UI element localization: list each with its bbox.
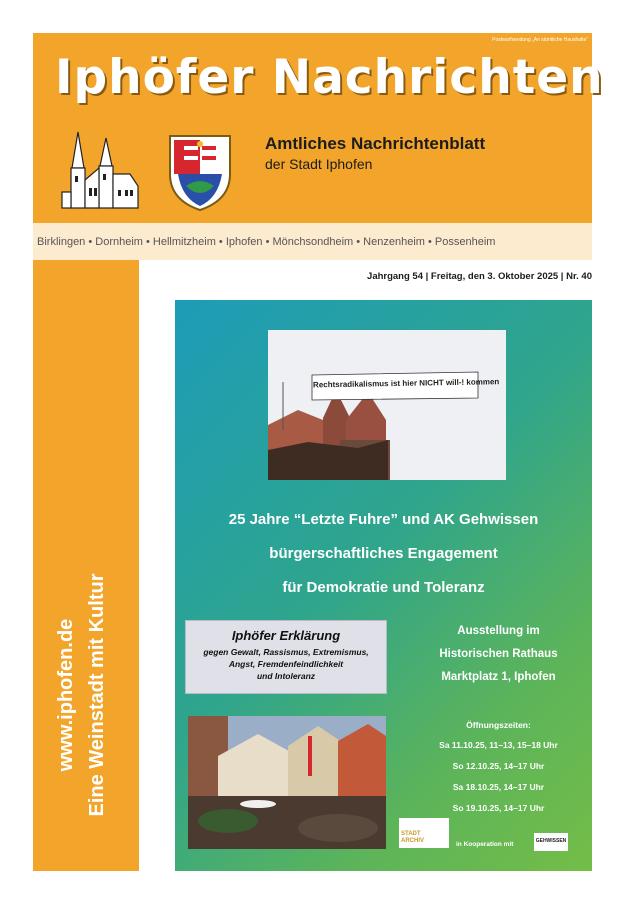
opening-hours-item: So 19.10.25, 14–17 Uhr (452, 803, 545, 813)
declaration-line: Angst, Fremdenfeindlichkeit (228, 659, 344, 669)
banner-photo (268, 330, 506, 480)
issue-info: Jahrgang 54 | Freitag, den 3. Oktober 2025 | Nr. 40 (367, 271, 592, 282)
opening-hours-item: Sa 11.10.25, 11–13, 15–18 Uhr (439, 740, 558, 750)
masthead-title: Iphöfer Nachrichten (55, 50, 604, 105)
publication-city: der Stadt Iphofen (265, 156, 373, 172)
city-crest-icon (164, 130, 236, 212)
poster-subheadline: bürgerschaftliches Engagement (269, 545, 498, 562)
opening-hours-item: Sa 18.10.25, 14–17 Uhr (452, 782, 545, 792)
declaration-title: Iphöfer Erklärung (231, 628, 341, 643)
gehwissen-logo-text: GEHWISSEN (535, 838, 567, 844)
publication-subtitle: Amtliches Nachrichtenblatt (265, 134, 486, 153)
districts-list: Birklingen • Dornheim • Hellmitzheim • Iphofen • Mönchsondheim • Nenzenheim • Possenheim (37, 236, 496, 248)
stadtarchiv-logo-text: STADT ARCHIV (401, 831, 425, 844)
exhibition-address: Marktplatz 1, Iphofen (441, 671, 556, 683)
postal-note: Postwurfsendung „An sämtliche Haushalte“ (492, 37, 588, 43)
market-square-photo (188, 716, 386, 849)
cooperation-note: in Kooperation mit (456, 841, 514, 848)
protest-banner: Rechtsradikalismus ist hier NICHT will-! kommen (312, 377, 500, 390)
declaration-line: gegen Gewalt, Rassismus, Extremismus, (203, 647, 369, 657)
exhibition-title: Ausstellung im (457, 625, 540, 637)
declaration-line: und Intoleranz (256, 671, 316, 681)
opening-hours-heading: Öffnungszeiten: (466, 720, 531, 730)
poster-subheadline-2: für Demokratie und Toleranz (282, 579, 485, 596)
exhibition-venue: Historischen Rathaus (439, 648, 558, 660)
city-slogan: Eine Weinstadt mit Kultur (86, 573, 108, 817)
website-link[interactable]: www.iphofen.de (55, 618, 77, 772)
poster-headline: 25 Jahre “Letzte Fuhre” und AK Gehwissen (228, 511, 539, 528)
opening-hours-item: So 12.10.25, 14–17 Uhr (452, 761, 545, 771)
church-icon (58, 128, 144, 214)
